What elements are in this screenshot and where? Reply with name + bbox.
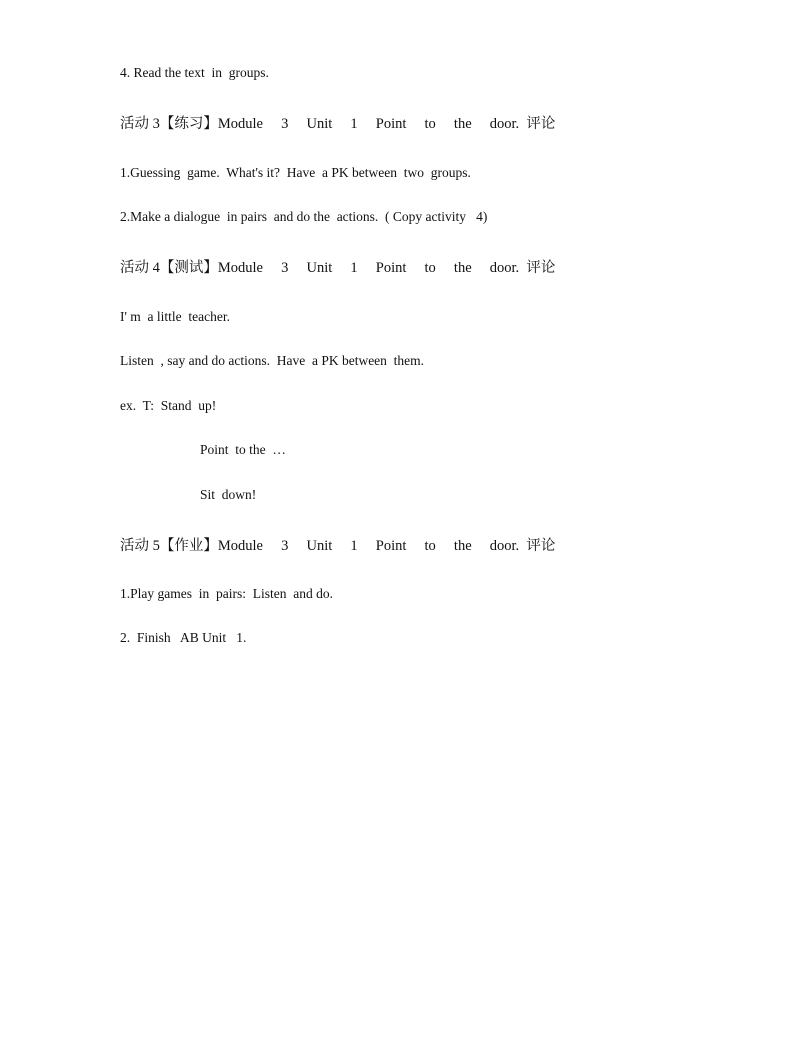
- activity-4-heading: 活动 4【测试】Module 3 Unit 1 Point to the door. 评论: [120, 260, 556, 276]
- activity-5-item-1: 1.Play games in pairs: Listen and do.: [120, 586, 333, 601]
- activity-5-item-2: 2. Finish AB Unit 1.: [120, 630, 247, 645]
- activity-3-heading: 活动 3【练习】Module 3 Unit 1 Point to the door. 评论: [120, 116, 556, 132]
- activity-4-example: ex. T: Stand up!: [120, 398, 217, 413]
- activity-4-line-2: Listen , say and do actions. Have a PK between them.: [120, 353, 425, 368]
- activity-4-line-1: I' m a little teacher.: [120, 309, 231, 324]
- activity-3-item-2: 2.Make a dialogue in pairs and do the actions. ( Copy activity 4): [120, 209, 488, 224]
- step-read-text: 4. Read the text in groups.: [120, 65, 269, 80]
- activity-4-example-indent-2: Sit down!: [200, 487, 257, 502]
- activity-4-example-indent-1: Point to the …: [200, 442, 286, 457]
- activity-5-heading: 活动 5【作业】Module 3 Unit 1 Point to the door. 评论: [120, 538, 556, 554]
- activity-3-item-1: 1.Guessing game. What's it? Have a PK between two groups.: [120, 165, 471, 180]
